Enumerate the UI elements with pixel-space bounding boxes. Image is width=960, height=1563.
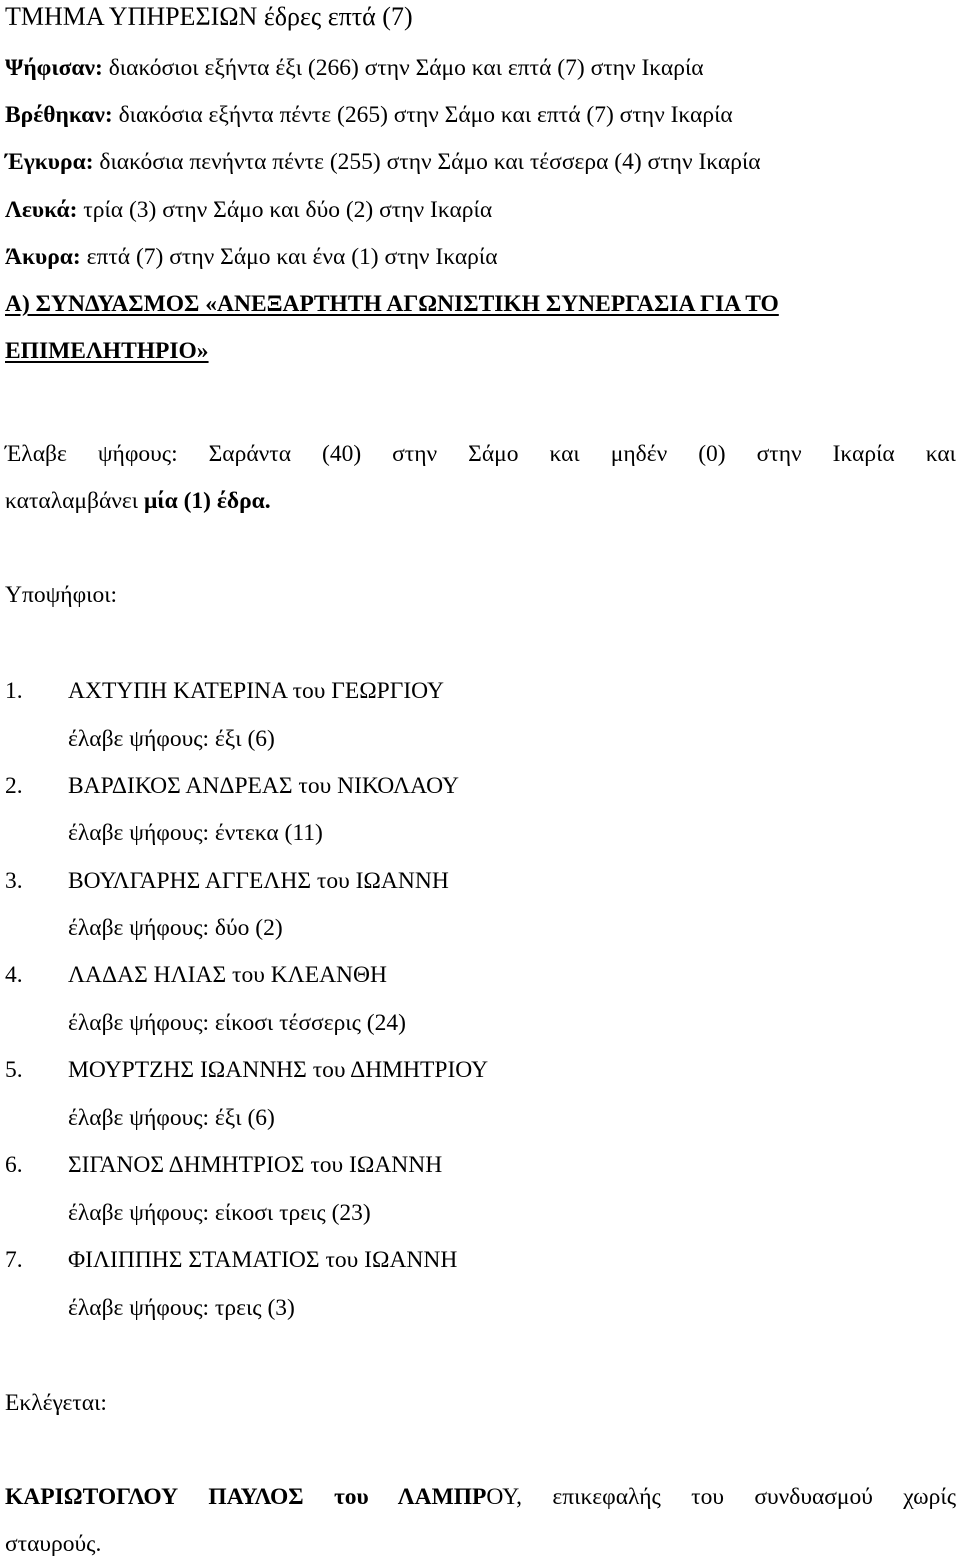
candidate-name: ΣΙΓΑΝΟΣ ΔΗΜΗΤΡΙΟΣ του ΙΩΑΝΝΗ [68, 1152, 443, 1178]
party-votes-line2 [5, 490, 271, 514]
candidate-votes: έλαβε ψήφους: έντεκα (11) [68, 820, 323, 846]
stat-value: διακόσια πενήντα πέντε (255) στην Σάμο και τέσσερα (4) στην Ικαρία [99, 149, 761, 175]
stat-value: διακόσιοι εξήντα έξι (266) στην Σάμο και επτά (7) στην Ικαρία [108, 55, 704, 81]
party-heading-line2: ΕΠΙΜΕΛΗΤΗΡΙΟ» [5, 338, 209, 364]
candidate-number: 3. [5, 868, 23, 894]
stat-label: Λευκά: [5, 197, 78, 223]
candidate-number: 7. [5, 1247, 23, 1273]
candidate-name: ΒΑΡΔΙΚΟΣ ΑΝΔΡΕΑΣ του ΝΙΚΟΛΑΟΥ [68, 773, 459, 799]
stat-label: Έγκυρα: [5, 149, 94, 175]
candidate-votes: έλαβε ψήφους: δύο (2) [68, 915, 283, 941]
candidate-votes: έλαβε ψήφους: έξι (6) [68, 726, 275, 752]
elected-name-rest: ΟΥ, επικεφαλής του συνδυασμού χωρίς [486, 1484, 956, 1510]
elected-label: Εκλέγεται: [5, 1390, 107, 1416]
candidate-name: ΑΧΤΥΠΗ ΚΑΤΕΡΙΝΑ του ΓΕΩΡΓΙΟΥ [68, 678, 444, 704]
stat-voted [5, 57, 704, 81]
candidate-votes: έλαβε ψήφους: έξι (6) [68, 1105, 275, 1131]
party-votes-line1: Έλαβε ψήφους: Σαράντα (40) στην Σάμο και μηδέν (0) στην Ικαρία και [5, 441, 956, 467]
candidate-number: 2. [5, 773, 23, 799]
candidate-name: ΦΙΛΙΠΠΗΣ ΣΤΑΜΑΤΙΟΣ του ΙΩΑΝΝΗ [68, 1247, 458, 1273]
stat-value: διακόσια εξήντα πέντε (265) στην Σάμο και επτά (7) στην Ικαρία [118, 102, 733, 128]
elected-line1 [5, 1486, 956, 1510]
stat-value: τρία (3) στην Σάμο και δύο (2) στην Ικαρία [83, 197, 493, 223]
candidate-number: 1. [5, 678, 23, 704]
party-heading-line1: Α) ΣΥΝΔΥΑΣΜΟΣ «ΑΝΕΞΑΡΤΗΤΗ ΑΓΩΝΙΣΤΙΚΗ ΣΥΝΕΡΓΑΣΙΑ ΓΙΑ ΤΟ [5, 291, 779, 317]
stat-label: Ψήφισαν: [5, 55, 103, 81]
stat-value: επτά (7) στην Σάμο και ένα (1) στην Ικαρία [86, 244, 498, 270]
candidate-votes: έλαβε ψήφους: είκοσι τέσσερις (24) [68, 1010, 406, 1036]
candidate-name: ΜΟΥΡΤΖΗΣ ΙΩΑΝΝΗΣ του ΔΗΜΗΤΡΙΟΥ [68, 1057, 489, 1083]
candidate-votes: έλαβε ψήφους: τρεις (3) [68, 1295, 295, 1321]
seats-count: μία (1) έδρα. [143, 488, 271, 514]
section-title: ΤΜΗΜΑ ΥΠΗΡΕΣΙΩΝ έδρες επτά (7) [5, 2, 413, 31]
candidate-number: 6. [5, 1152, 23, 1178]
candidate-votes: έλαβε ψήφους: είκοσι τρεις (23) [68, 1200, 371, 1226]
stat-blank [5, 199, 492, 223]
candidate-number: 5. [5, 1057, 23, 1083]
stat-valid [5, 151, 761, 175]
seats-text: καταλαμβάνει [5, 488, 144, 514]
stat-label: Άκυρα: [5, 244, 81, 270]
candidate-name: ΛΑΔΑΣ ΗΛΙΑΣ του ΚΛΕΑΝΘΗ [68, 962, 387, 988]
candidate-number: 4. [5, 962, 23, 988]
stat-found [5, 104, 733, 128]
elected-line2: σταυρούς. [5, 1531, 102, 1557]
elected-name-bold: ΚΑΡΙΩΤΟΓΛΟΥ ΠΑΥΛΟΣ του ΛΑΜΠΡ [5, 1484, 487, 1510]
candidates-label: Υποψήφιοι: [5, 582, 118, 608]
candidate-name: ΒΟΥΛΓΑΡΗΣ ΑΓΓΕΛΗΣ του ΙΩΑΝΝΗ [68, 868, 449, 894]
stat-invalid [5, 246, 498, 270]
stat-label: Βρέθηκαν: [5, 102, 113, 128]
